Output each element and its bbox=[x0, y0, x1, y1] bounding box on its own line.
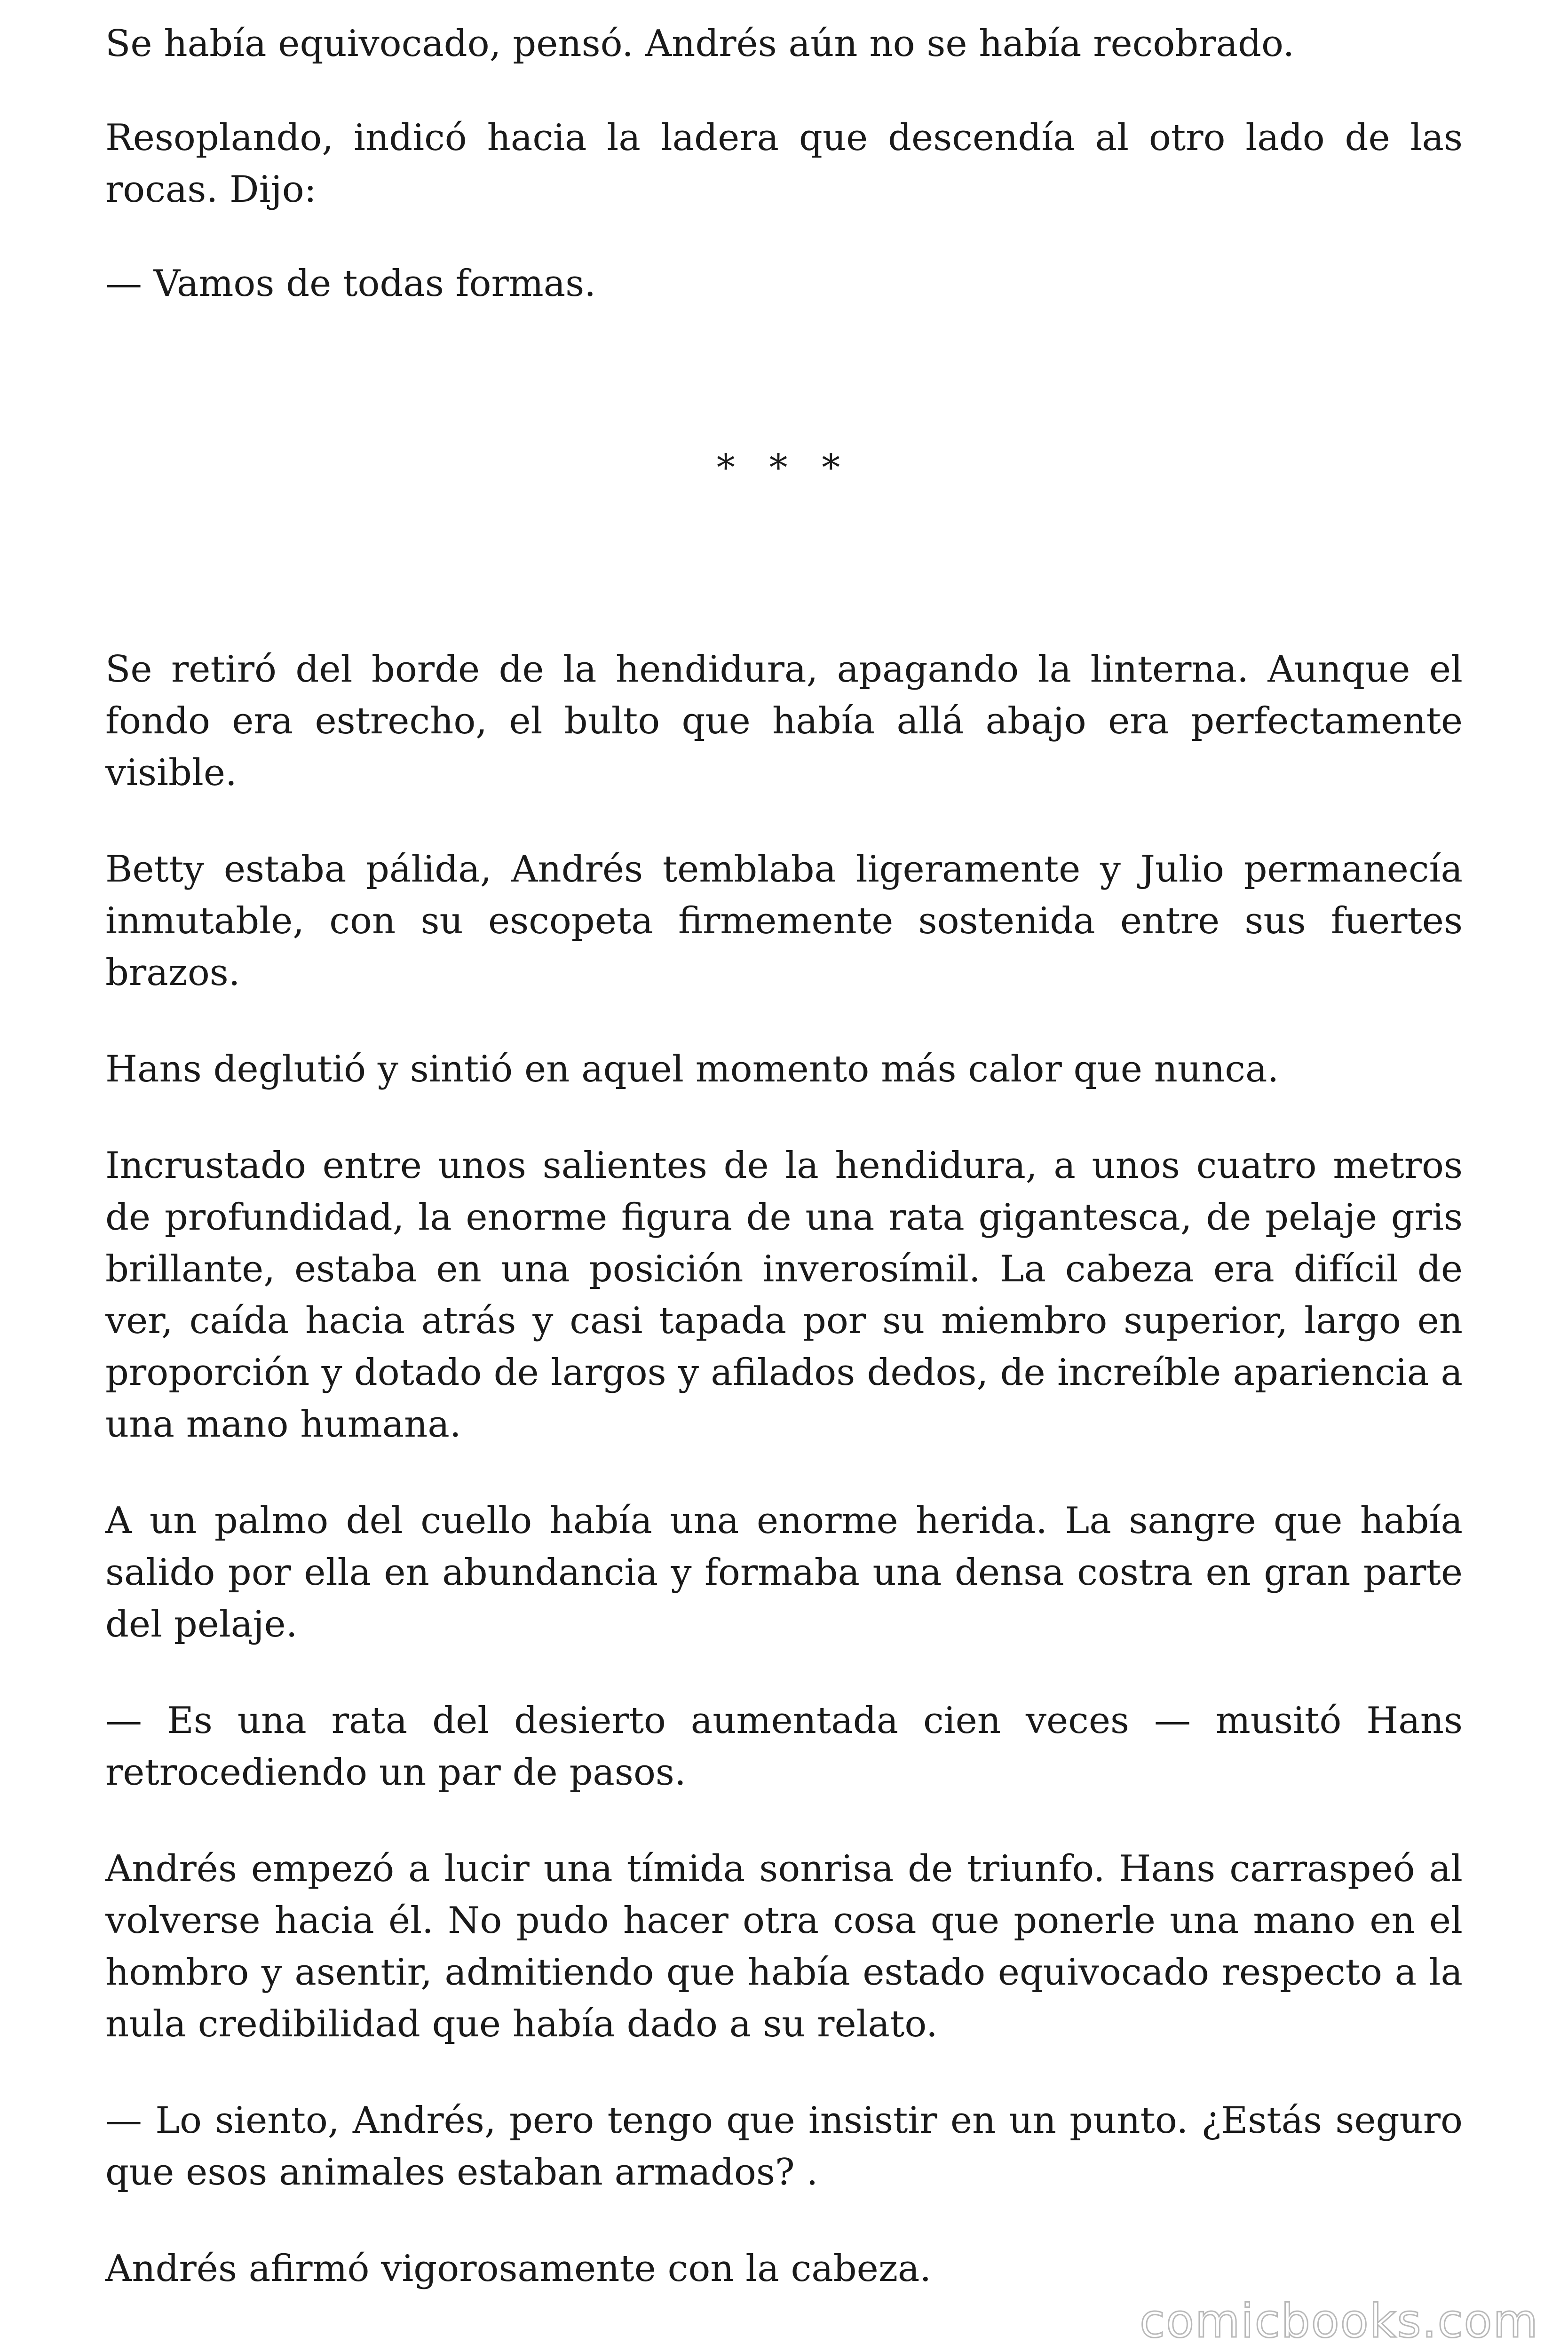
paragraph: Andrés empezó a lucir una tímida sonrisa de triunfo. Hans carraspeó al volverse hacia él. No pudo hacer otra cosa que ponerle una mano en el hombro y asentir, admitiendo que había estado equivocado respecto a la nula credibilidad que había dado a su relato. bbox=[105, 1848, 1463, 2045]
paragraph: Incrustado entre unos salientes de la hendidura, a unos cuatro metros de profundidad, la enorme figura de una rata gigantesca, de pelaje gris brillante, estaba en una posición inverosímil. La cabeza era difícil de ver, caída hacia atrás y casi tapada por su miembro superior, largo en proporción y dotado de largos y afilados dedos, de increíble apariencia a una mano humana. bbox=[105, 1144, 1463, 1446]
paragraph: Resoplando, indicó hacia la ladera que descendía al otro lado de las rocas. Dijo: bbox=[105, 117, 1463, 211]
watermark: comicbooks.com bbox=[1140, 2295, 1539, 2348]
paragraph: — Vamos de todas formas. bbox=[105, 262, 596, 305]
text-block-after-break bbox=[105, 644, 1463, 2295]
paragraph: Se había equivocado, pensó. Andrés aún no se había recobrado. bbox=[105, 23, 1295, 65]
paragraph: Andrés afirmó vigorosamente con la cabeza. bbox=[105, 2248, 932, 2290]
paragraph: Se retiró del borde de la hendidura, apagando la linterna. Aunque el fondo era estrecho, el bulto que había allá abajo era perfectamente visible. bbox=[105, 648, 1463, 794]
paragraph: — Es una rata del desierto aumentada cien veces — musitó Hans retrocediendo un par de pasos. bbox=[105, 1700, 1463, 1794]
paragraph: — Lo siento, Andrés, pero tengo que insistir en un punto. ¿Estás seguro que esos animales estaban armados? . bbox=[105, 2099, 1463, 2193]
scene-break: * * * bbox=[716, 447, 852, 489]
paragraph: A un palmo del cuello había una enorme herida. La sangre que había salido por ella en abundancia y formaba una densa costra en gran parte del pelaje. bbox=[105, 1500, 1463, 1645]
paragraph: Betty estaba pálida, Andrés temblaba ligeramente y Julio permanecía inmutable, con su escopeta firmemente sostenida entre sus fuertes brazos. bbox=[105, 848, 1463, 994]
text-block-before-break bbox=[105, 18, 1463, 310]
paragraph: Hans deglutió y sintió en aquel momento más calor que nunca. bbox=[105, 1048, 1279, 1090]
